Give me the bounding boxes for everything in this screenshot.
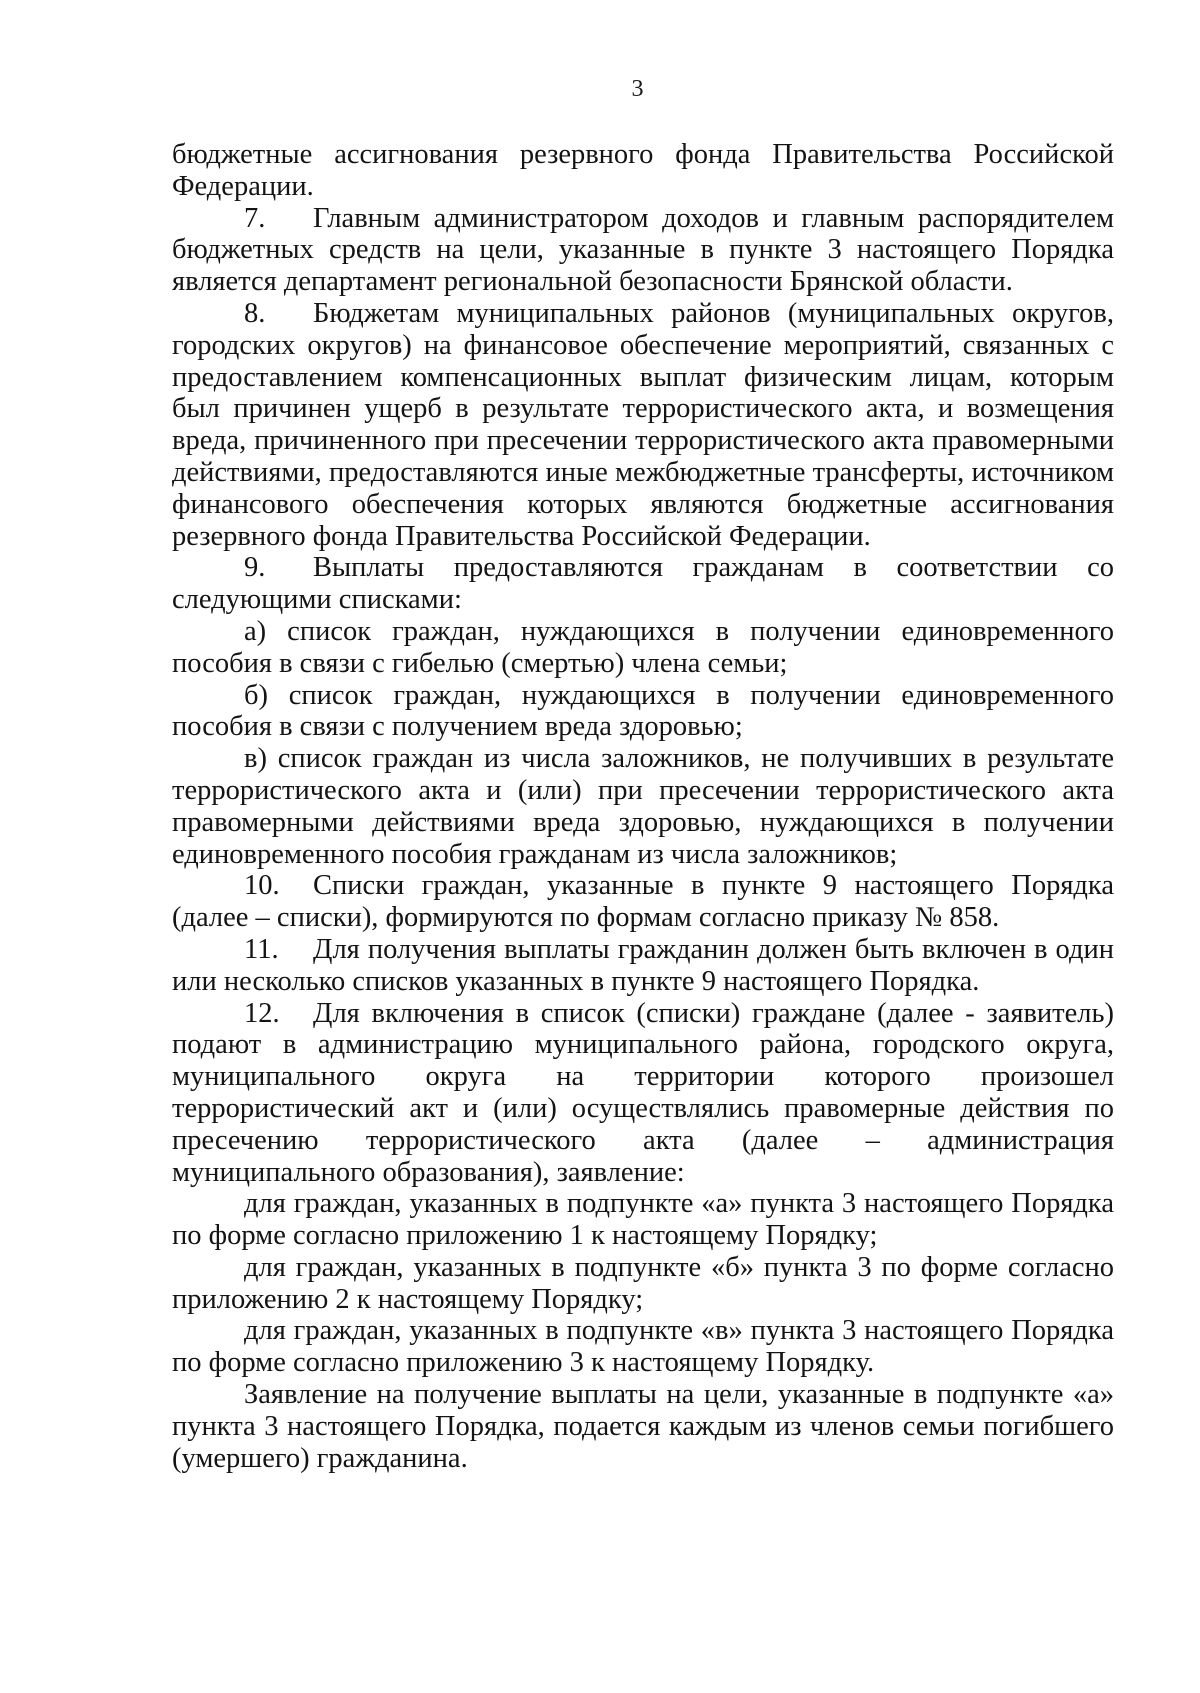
paragraph-item-10 (172, 870, 1114, 934)
item-number: 12. (244, 997, 280, 1029)
paragraph-text: для граждан, указанных в подпункте «в» пункта 3 настоящего Порядка по форме согласно приложению 3 к настоящему Порядку. (172, 1315, 1114, 1379)
paragraph-item-12 (172, 998, 1114, 1189)
paragraph-text: для граждан, указанных в подпункте «б» пункта 3 по форме согласно приложению 2 к настоящему Порядку; (172, 1251, 1114, 1315)
paragraph-text: Бюджетам муниципальных районов (муниципальных округов, городских округов) на финансовое обеспечение мероприятий, связанных с предоставлением компенсационных выплат физическим лицам, которым был причинен ущерб в результате террористического акта, и возмещения вреда, причиненного при пресечении террористического акта правомерными действиями, предоставляются иные межбюджетные трансферты, источником финансового обеспечения которых являются бюджетные ассигнования резервного фонда Правительства Российской Федерации. (172, 297, 1114, 552)
paragraph-text: бюджетные ассигнования резервного фонда Правительства Российской Федерации. (172, 139, 1114, 202)
paragraph-text: Выплаты предоставляются гражданам в соответствии со следующими списками: (172, 552, 1114, 616)
item-number: 10. (244, 870, 280, 902)
item-number: 7. (244, 202, 266, 234)
list-item-a (172, 616, 1114, 680)
form-option-b (172, 1252, 1114, 1316)
paragraph-text: в) список граждан из числа заложников, не получивших в результате террористического акта и (или) при пресечении террористического акта правомерными действиями вреда здоровью, нуждающихся в получении единовременного пособия гражданам из числа заложников; (172, 743, 1114, 870)
paragraph-text: а) список граждан, нуждающихся в получении единовременного пособия в связи с гибелью (смертью) члена семьи; (172, 615, 1114, 679)
paragraph-continuation (172, 139, 1114, 203)
paragraph-text: Списки граждан, указанные в пункте 9 настоящего Порядка (далее – списки), формируются по формам согласно приказу № 858. (172, 870, 1114, 934)
paragraph-item-9 (172, 552, 1114, 616)
paragraph-item-7 (172, 203, 1114, 298)
list-item-v (172, 743, 1114, 870)
document-body (172, 139, 1114, 1474)
list-item-b (172, 680, 1114, 744)
item-number: 11. (244, 933, 279, 965)
form-option-v (172, 1315, 1114, 1379)
paragraph-text: Для получения выплаты гражданин должен быть включен в один или несколько списков указанных в пункте 9 настоящего Порядка. (172, 933, 1114, 997)
paragraph-text: б) список граждан, нуждающихся в получении единовременного пособия в связи с получением вреда здоровью; (172, 679, 1114, 743)
page-number: 3 (631, 76, 644, 102)
paragraph-item-8 (172, 298, 1114, 552)
item-number: 8. (244, 297, 266, 329)
paragraph-text: Для включения в список (списки) граждане (далее - заявитель) подают в администрацию муниципального района, городского округа, муниципального округа на территории которого произошел террористический акт и (или) осуществлялись правомерные действия по пресечению террористического акта (далее – администрация муниципального образования), заявление: (172, 997, 1114, 1188)
paragraph-text: Главным администратором доходов и главным распорядителем бюджетных средств на цели, указанные в пункте 3 настоящего Порядка является департамент региональной безопасности Брянской области. (172, 202, 1114, 298)
paragraph-text: для граждан, указанных в подпункте «а» пункта 3 настоящего Порядка по форме согласно приложению 1 к настоящему Порядку; (172, 1188, 1114, 1252)
paragraph-text: Заявление на получение выплаты на цели, указанные в подпункте «а» пункта 3 настоящего Порядка, подается каждым из членов семьи погибшего (умершего) гражданина. (172, 1379, 1114, 1474)
form-option-a (172, 1188, 1114, 1252)
paragraph-application-note (172, 1379, 1114, 1474)
paragraph-item-11 (172, 934, 1114, 998)
item-number: 9. (244, 552, 266, 584)
